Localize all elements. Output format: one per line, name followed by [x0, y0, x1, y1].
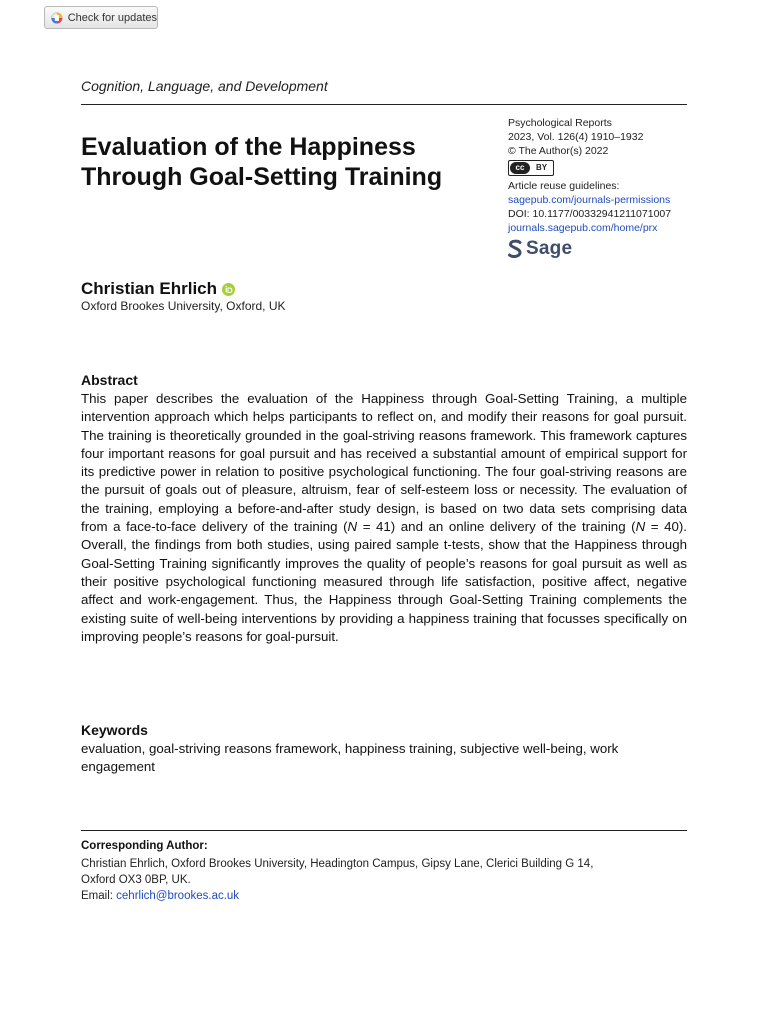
n-symbol: N: [635, 519, 646, 535]
email-label: Email:: [81, 890, 117, 902]
journal-name: Psychological Reports: [508, 117, 612, 129]
sage-s-icon: [508, 239, 522, 259]
abstract-heading: Abstract: [81, 372, 138, 388]
reuse-label: Article reuse guidelines:: [508, 180, 620, 192]
abstract-text-3: = 40). Overall, the findings from both studies, using paired sample t-tests, show that the Happiness through Goal-Setting Training significantly improves the quality of people’s reasons for goal pursuit as well as their positive psychological functioning measured through life satisfaction, positive affect, negative affect and work-engagement. Thus, the Happiness through Goal-Setting Training complements the existing suite of well-being interventions by providing a happiness training that focusses specifically on improving people’s reasons for goal-pursuit.: [81, 519, 687, 644]
abstract-body: [81, 390, 687, 646]
author-block: [81, 279, 235, 299]
corresponding-details: [81, 856, 687, 904]
article-title: Evaluation of the Happiness Through Goal-Setting Training: [81, 133, 443, 191]
copyright-line: © The Author(s) 2022: [508, 145, 609, 157]
check-for-updates-label: Check for updates: [67, 11, 157, 24]
corresponding-address-1: Christian Ehrlich, Oxford Brookes University, Headington Campus, Gipsy Lane, Clerici Building G 14,: [81, 858, 594, 870]
author-affiliation: Oxford Brookes University, Oxford, UK: [81, 299, 286, 313]
orcid-icon[interactable]: [222, 283, 235, 296]
journal-info: [508, 116, 698, 259]
abstract-text-2: = 41) and an online delivery of the training (: [357, 519, 636, 535]
sage-logo: [508, 239, 698, 259]
header-rule: [81, 104, 687, 105]
keywords-heading: Keywords: [81, 722, 148, 738]
author-name: Christian Ehrlich: [81, 279, 218, 298]
check-for-updates-button[interactable]: [44, 6, 158, 29]
journal-volume: 2023, Vol. 126(4) 1910–1932: [508, 131, 644, 143]
reuse-link[interactable]: sagepub.com/journals-permissions: [508, 194, 671, 206]
section-label: Cognition, Language, and Development: [81, 78, 328, 94]
crossmark-icon: [51, 11, 63, 25]
n-symbol: N: [347, 519, 358, 535]
cc-by-license-icon[interactable]: [508, 160, 554, 176]
footnote-rule: [81, 830, 687, 831]
keywords-list: evaluation, goal-striving reasons framework, happiness training, subjective well-being, work engagement: [81, 741, 619, 775]
journal-home-link[interactable]: journals.sagepub.com/home/prx: [508, 222, 658, 234]
cc-label: cc: [510, 162, 530, 174]
sage-wordmark: Sage: [526, 238, 573, 259]
doi: DOI: 10.1177/00332941211071007: [508, 208, 672, 220]
abstract-text-1: This paper describes the evaluation of the Happiness through Goal-Setting Training, a multiple intervention approach which helps participants to reflect on, and modify their reasons for goal pursuit. The training is theoretically grounded in the goal-striving reasons framework. This framework captures four important reasons for goal pursuit and has received a substantial amount of empirical support for its predictive power in relation to positive psychological functioning. The four goal-striving reasons are the pursuit of goals out of pleasure, altruism, fear of self-esteem loss or necessity. The evaluation of the training, employing a before-and-after study design, is based on two data sets comprising data from a face-to-face delivery of the training (: [81, 391, 687, 535]
corresponding-heading: Corresponding Author:: [81, 840, 208, 852]
by-label: BY: [535, 163, 548, 172]
corresponding-email-line: [81, 888, 687, 904]
email-link[interactable]: cehrlich@brookes.ac.uk: [116, 890, 240, 902]
corresponding-address-2: Oxford OX3 0BP, UK.: [81, 874, 191, 886]
